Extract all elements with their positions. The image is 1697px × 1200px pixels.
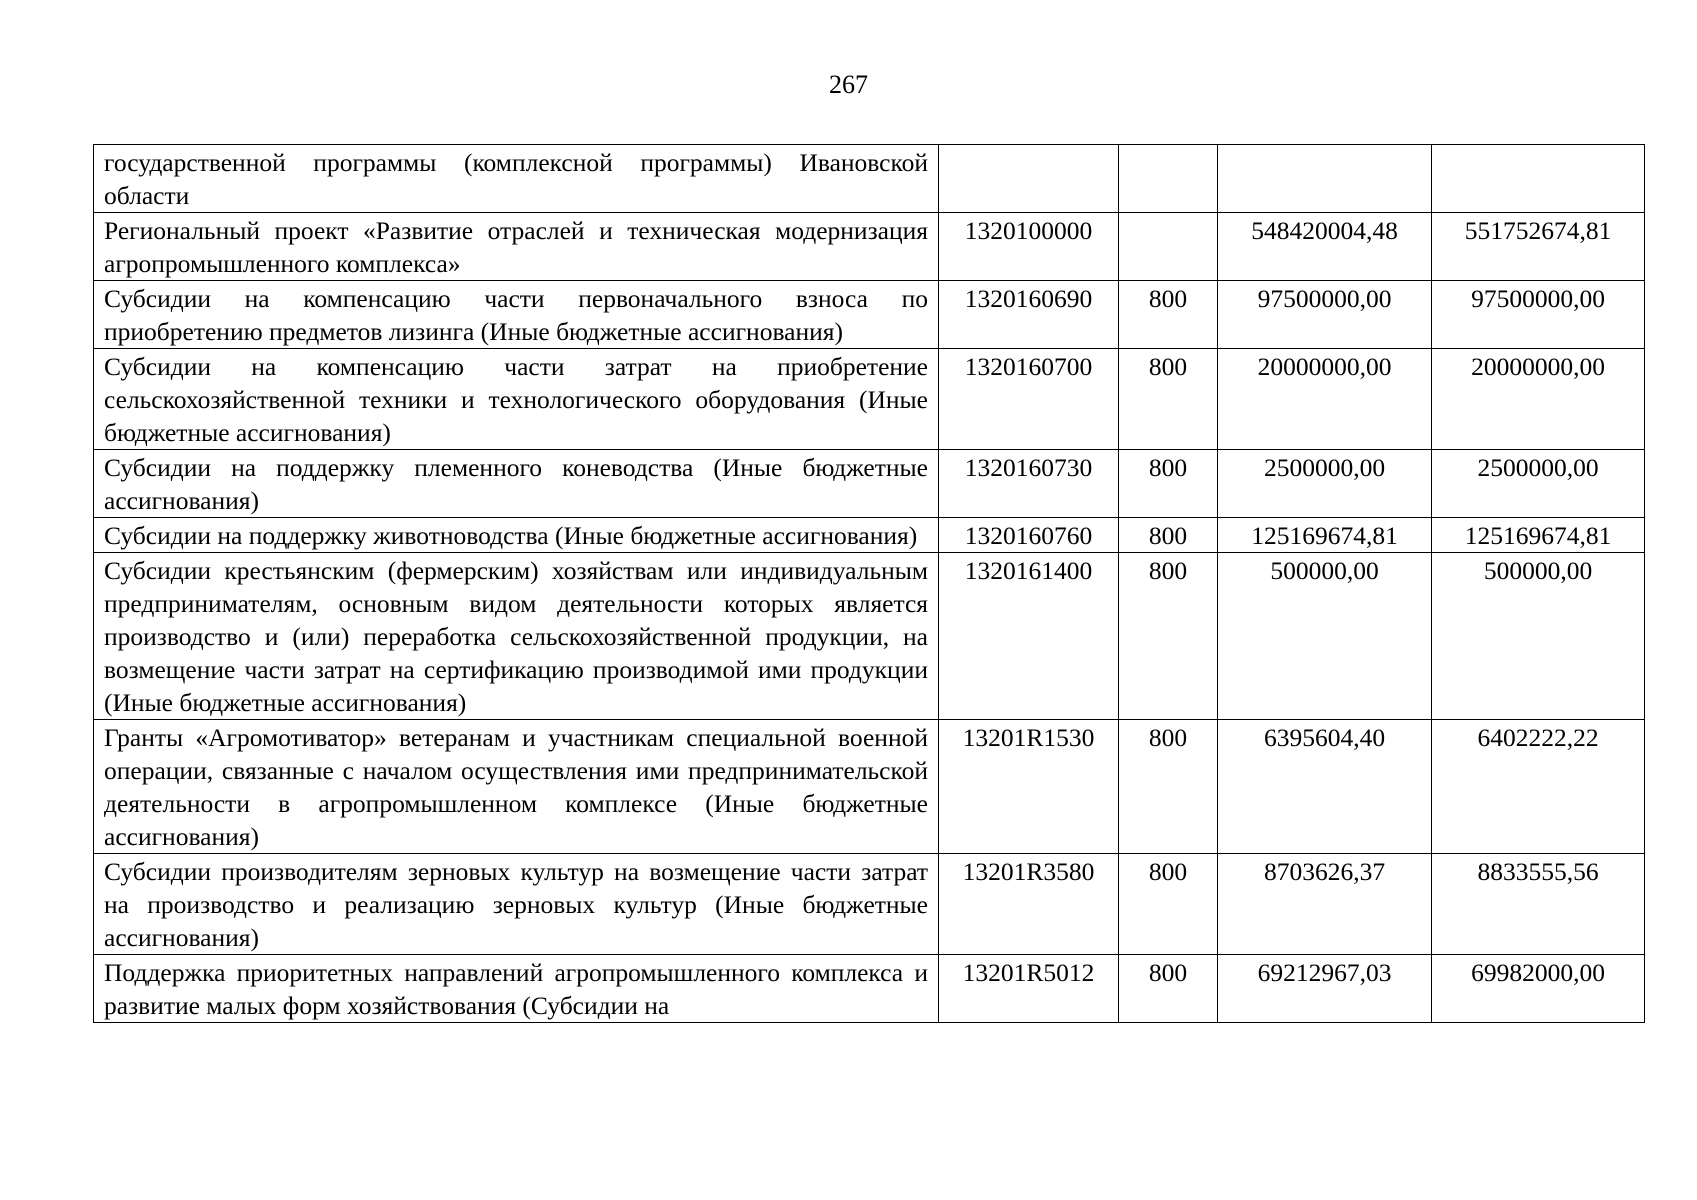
target-item-code-cell: 13201R3580: [939, 854, 1119, 955]
amount-year2-cell: 2500000,00: [1432, 450, 1645, 518]
table-row: [94, 955, 1645, 1023]
amount-year2-cell: 69982000,00: [1432, 955, 1645, 1023]
expense-type-cell: 800: [1119, 518, 1218, 553]
expense-type-cell: [1119, 145, 1218, 213]
expenditure-name-cell: Субсидии на компенсацию части первоначального взноса по приобретению предметов лизинга (Иные бюджетные ассигнования): [94, 281, 939, 349]
target-item-code-cell: 1320100000: [939, 213, 1119, 281]
amount-year2-cell: 125169674,81: [1432, 518, 1645, 553]
amount-year1-cell: 125169674,81: [1218, 518, 1432, 553]
amount-year2-cell: 6402222,22: [1432, 720, 1645, 854]
expense-type-cell: 800: [1119, 720, 1218, 854]
expense-type-cell: 800: [1119, 854, 1218, 955]
amount-year1-cell: 2500000,00: [1218, 450, 1432, 518]
table-row: [94, 553, 1645, 720]
expenditure-name-cell: Субсидии на поддержку племенного коневодства (Иные бюджетные ассигнования): [94, 450, 939, 518]
target-item-code-cell: 13201R5012: [939, 955, 1119, 1023]
target-item-code-cell: 1320160730: [939, 450, 1119, 518]
amount-year1-cell: 97500000,00: [1218, 281, 1432, 349]
table-row: [94, 720, 1645, 854]
expenditure-name-cell: Субсидии крестьянским (фермерским) хозяйствам или индивидуальным предпринимателям, основным видом деятельности которых является производство и (или) переработка сельскохозяйственной продукции, на возмещение части затрат на сертификацию производимой ими продукции (Иные бюджетные ассигнования): [94, 553, 939, 720]
amount-year1-cell: 548420004,48: [1218, 213, 1432, 281]
expenditure-name-cell: Субсидии на компенсацию части затрат на приобретение сельскохозяйственной техники и технологического оборудования (Иные бюджетные ассигнования): [94, 349, 939, 450]
table-row: [94, 281, 1645, 349]
expenditure-name-cell: государственной программы (комплексной программы) Ивановской области: [94, 145, 939, 213]
target-item-code-cell: 1320160760: [939, 518, 1119, 553]
amount-year2-cell: 551752674,81: [1432, 213, 1645, 281]
expenditure-name-cell: Субсидии производителям зерновых культур на возмещение части затрат на производство и реализацию зерновых культур (Иные бюджетные ассигнования): [94, 854, 939, 955]
expenditure-name-cell: Региональный проект «Развитие отраслей и техническая модернизация агропромышленного комплекса»: [94, 213, 939, 281]
target-item-code-cell: 1320160690: [939, 281, 1119, 349]
table-row: [94, 450, 1645, 518]
amount-year2-cell: 20000000,00: [1432, 349, 1645, 450]
target-item-code-cell: 1320161400: [939, 553, 1119, 720]
amount-year1-cell: 20000000,00: [1218, 349, 1432, 450]
target-item-code-cell: [939, 145, 1119, 213]
expense-type-cell: 800: [1119, 281, 1218, 349]
budget-table: [93, 144, 1645, 1023]
page-number: 267: [829, 70, 868, 99]
expense-type-cell: 800: [1119, 450, 1218, 518]
amount-year1-cell: 8703626,37: [1218, 854, 1432, 955]
amount-year1-cell: 500000,00: [1218, 553, 1432, 720]
amount-year2-cell: 97500000,00: [1432, 281, 1645, 349]
amount-year1-cell: 6395604,40: [1218, 720, 1432, 854]
amount-year2-cell: 500000,00: [1432, 553, 1645, 720]
table-row: [94, 854, 1645, 955]
target-item-code-cell: 1320160700: [939, 349, 1119, 450]
table-row: [94, 145, 1645, 213]
expense-type-cell: [1119, 213, 1218, 281]
expense-type-cell: 800: [1119, 553, 1218, 720]
amount-year1-cell: 69212967,03: [1218, 955, 1432, 1023]
amount-year1-cell: [1218, 145, 1432, 213]
amount-year2-cell: 8833555,56: [1432, 854, 1645, 955]
target-item-code-cell: 13201R1530: [939, 720, 1119, 854]
expenditure-name-cell: Гранты «Агромотиватор» ветеранам и участникам специальной военной операции, связанные с началом осуществления ими предпринимательской деятельности в агропромышленном комплексе (Иные бюджетные ассигнования): [94, 720, 939, 854]
expenditure-name-cell: Поддержка приоритетных направлений агропромышленного комплекса и развитие малых форм хозяйствования (Субсидии на: [94, 955, 939, 1023]
table-row: [94, 349, 1645, 450]
amount-year2-cell: [1432, 145, 1645, 213]
expenditure-name-cell: Субсидии на поддержку животноводства (Иные бюджетные ассигнования): [94, 518, 939, 553]
expense-type-cell: 800: [1119, 349, 1218, 450]
table-row: [94, 213, 1645, 281]
table-row: [94, 518, 1645, 553]
expense-type-cell: 800: [1119, 955, 1218, 1023]
